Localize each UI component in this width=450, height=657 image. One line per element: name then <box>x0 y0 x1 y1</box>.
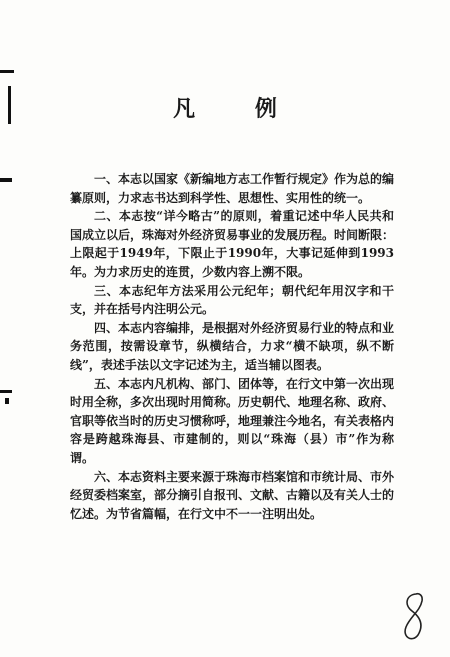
handwritten-page-number <box>398 591 428 643</box>
scan-margin-mark <box>0 178 12 182</box>
guidelines-body <box>70 170 394 523</box>
guideline-paragraph-1: 一、本志以国家《新编地方志工作暂行规定》作为总的编纂原则，力求志书达到科学性、思想性、实用性的统一。 <box>70 172 395 205</box>
scan-margin-mark <box>5 398 9 404</box>
guideline-paragraph-5: 五、本志内凡机构、部门、团体等，在行文中第一次出现时用全称，多次出现时用简称。历史朝代、地理名称、政府、官职等依当时的历史习惯称呼，地理兼注今地名，有关表格内容是跨越珠海县、市建制的，则以“珠海（县）市”作为称谓。 <box>70 376 395 465</box>
guideline-paragraph-2: 二、本志按“详今略古”的原则，着重记述中华人民共和国成立以后，珠海对外经济贸易事业的发展历程。时间断限：上限起于1949年，下限止于1990年，大事记延伸到1993年。为力求历史的连贯，少数内容上溯不限。 <box>70 209 395 279</box>
page-title: 凡 例 <box>173 96 303 122</box>
guideline-paragraph-4: 四、本志内容编排，是根据对外经济贸易行业的特点和业务范围，按需设章节，纵横结合，力求“横不缺项，纵不断线”，表述手法以文字记述为主，适当辅以图表。 <box>70 320 395 372</box>
scan-margin-mark <box>0 70 14 73</box>
scan-margin-mark <box>0 390 12 393</box>
guideline-paragraph-6: 六、本志资料主要来源于珠海市档案馆和市统计局、市外经贸委档案室，部分摘引自报刊、文献、古籍以及有关人士的忆述。为节省篇幅，在行文中不一一注明出处。 <box>70 469 395 521</box>
guideline-paragraph-3: 三、本志纪年方法采用公元纪年；朝代纪年用汉字和干支，并在括号内注明公元。 <box>70 283 394 317</box>
